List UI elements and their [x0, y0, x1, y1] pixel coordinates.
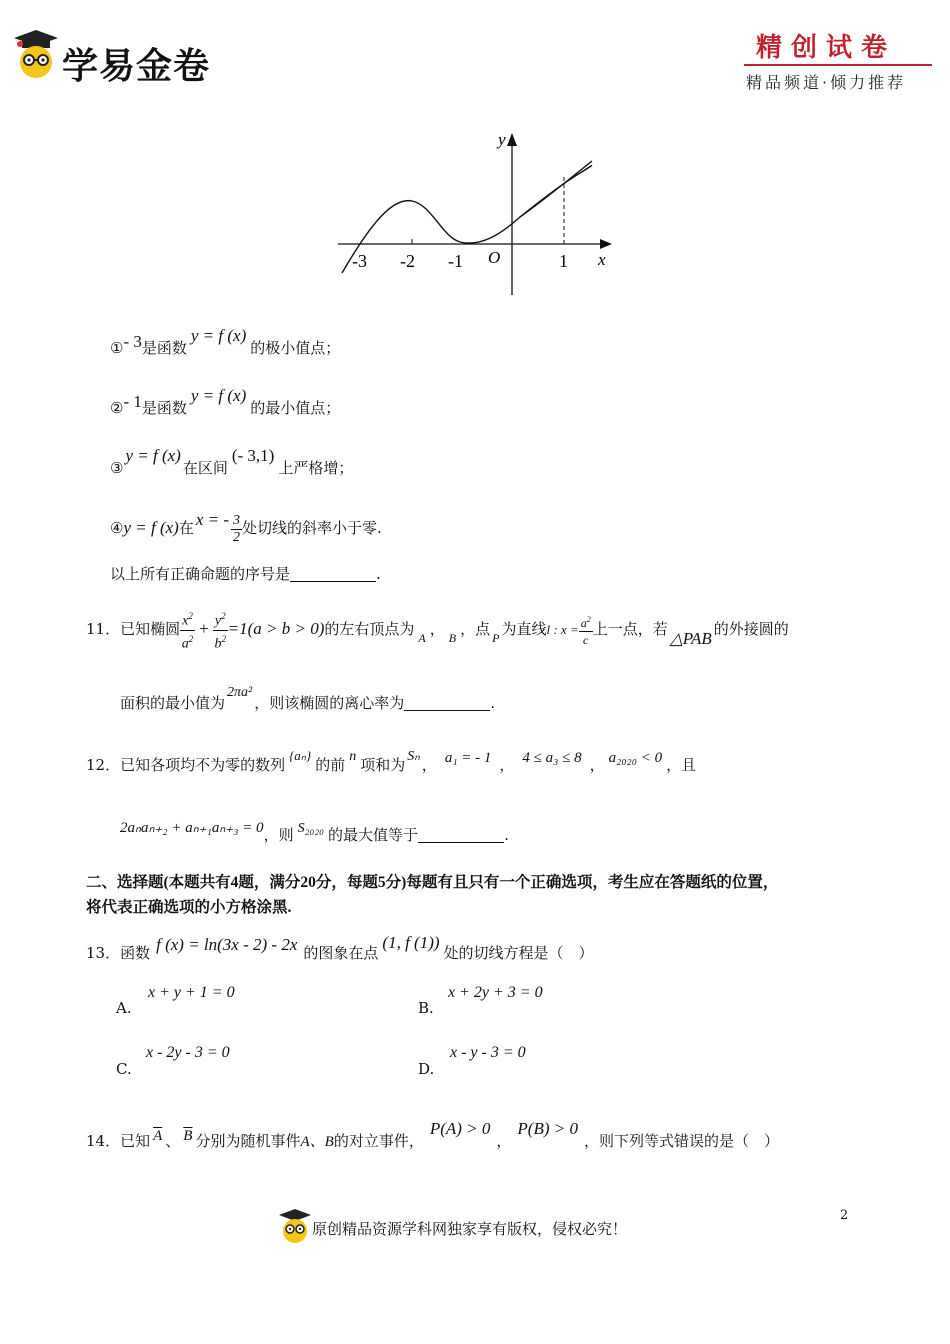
option-c-label[interactable]: C.: [116, 1060, 132, 1078]
question-12: 12．已知各项均不为零的数列{aₙ}的前 n 项和为 Sₙ ， a₁ = - 1 ， 4 ≤ a₃ ≤ 8 ， a₂₀₂₀ < 0 ，且: [86, 748, 697, 774]
answer-blank[interactable]: [290, 567, 376, 582]
page-number: 2: [840, 1208, 849, 1223]
option-d[interactable]: x - y - 3 = 0: [450, 1044, 526, 1061]
tagline-divider: [744, 64, 932, 66]
tick-label: -3: [352, 251, 367, 271]
question-11: 11．已知椭圆 $\frac{x^2}{a^2}$ + $\frac{y^2}{b^2}$ =1(a > b > 0)的左右顶点为 $_A$ ， $_B$ ，点 $_P$ 为直线l : x = $\frac{a^2}{c}$ 上一点，若 △PAB 的外接圆的: [86, 608, 789, 654]
origin-label: O: [488, 248, 501, 267]
question-12-cont: 2aₙaₙ₊₂ + aₙ₊₁aₙ₊₃ = 0，则 S₂₀₂₀ 的最大值等于 .: [120, 820, 509, 844]
statement-2: ②- 1是函数y = f (x)的最小值点；: [110, 386, 341, 417]
q10-prompt: 以上所有正确命题的序号是 .: [110, 565, 381, 583]
answer-blank[interactable]: [404, 696, 490, 711]
option-a[interactable]: x + y + 1 = 0: [148, 984, 235, 1001]
question-14: 14．已知 $\overline{A}$ 、 $\overline{B}$ 分别为随机事件A、B的对立事件，P(A) > 0，P(B) > 0，则下列等式错误的是（ ）: [86, 1119, 779, 1150]
y-axis-arrow-icon: [507, 133, 517, 146]
option-a-label[interactable]: A.: [116, 999, 132, 1017]
tick-label: -2: [400, 251, 415, 271]
function-curve: [342, 166, 592, 273]
section-2-heading: 二、选择题(本题共有4题，满分20分，每题5分)每题有且只有一个正确选项，考生应在答题纸的位置，: [86, 874, 779, 891]
option-c[interactable]: x - 2y - 3 = 0: [146, 1044, 230, 1061]
tick-label: 1: [559, 251, 568, 271]
statement-4: ④y = f (x)在 x = - $\frac{3}{2}$ 处切线的斜率小于零.: [110, 510, 382, 545]
function-graph: [330, 125, 620, 300]
question-11-cont: 面积的最小值为2πa²，则该椭圆的离心率为 .: [120, 685, 496, 712]
footer-logo-icon: [278, 1208, 312, 1244]
option-d-label[interactable]: D.: [418, 1060, 435, 1078]
section-2-heading-cont: 将代表正确选项的小方格涂黑.: [86, 899, 292, 916]
logo-icon: [12, 28, 60, 80]
option-b[interactable]: x + 2y + 3 = 0: [448, 984, 543, 1001]
brand-name: 学易金卷: [62, 46, 211, 87]
function-curve-tail: [520, 161, 592, 217]
copyright-notice: 原创精品资源学科网独家享有版权，侵权必究！: [312, 1220, 628, 1238]
tagline-title: 精创试卷: [756, 33, 897, 63]
answer-blank[interactable]: [418, 828, 504, 843]
statement-1: ①- 3是函数y = f (x)的极小值点；: [110, 326, 341, 357]
tagline-subtitle: 精品频道·倾力推荐: [746, 73, 907, 92]
y-axis-label: y: [498, 130, 506, 149]
option-b-label[interactable]: B.: [418, 999, 434, 1017]
question-13: 13．函数 f (x) = ln(3x - 2) - 2x 的图象在点(1, f (1))处的切线方程是（ ）: [86, 933, 594, 962]
statement-3: ③y = f (x)在区间(- 3,1)上严格增；: [110, 446, 354, 477]
tick-label: -1: [448, 251, 463, 271]
x-axis-label: x: [598, 250, 606, 269]
x-axis-arrow-icon: [600, 239, 612, 249]
